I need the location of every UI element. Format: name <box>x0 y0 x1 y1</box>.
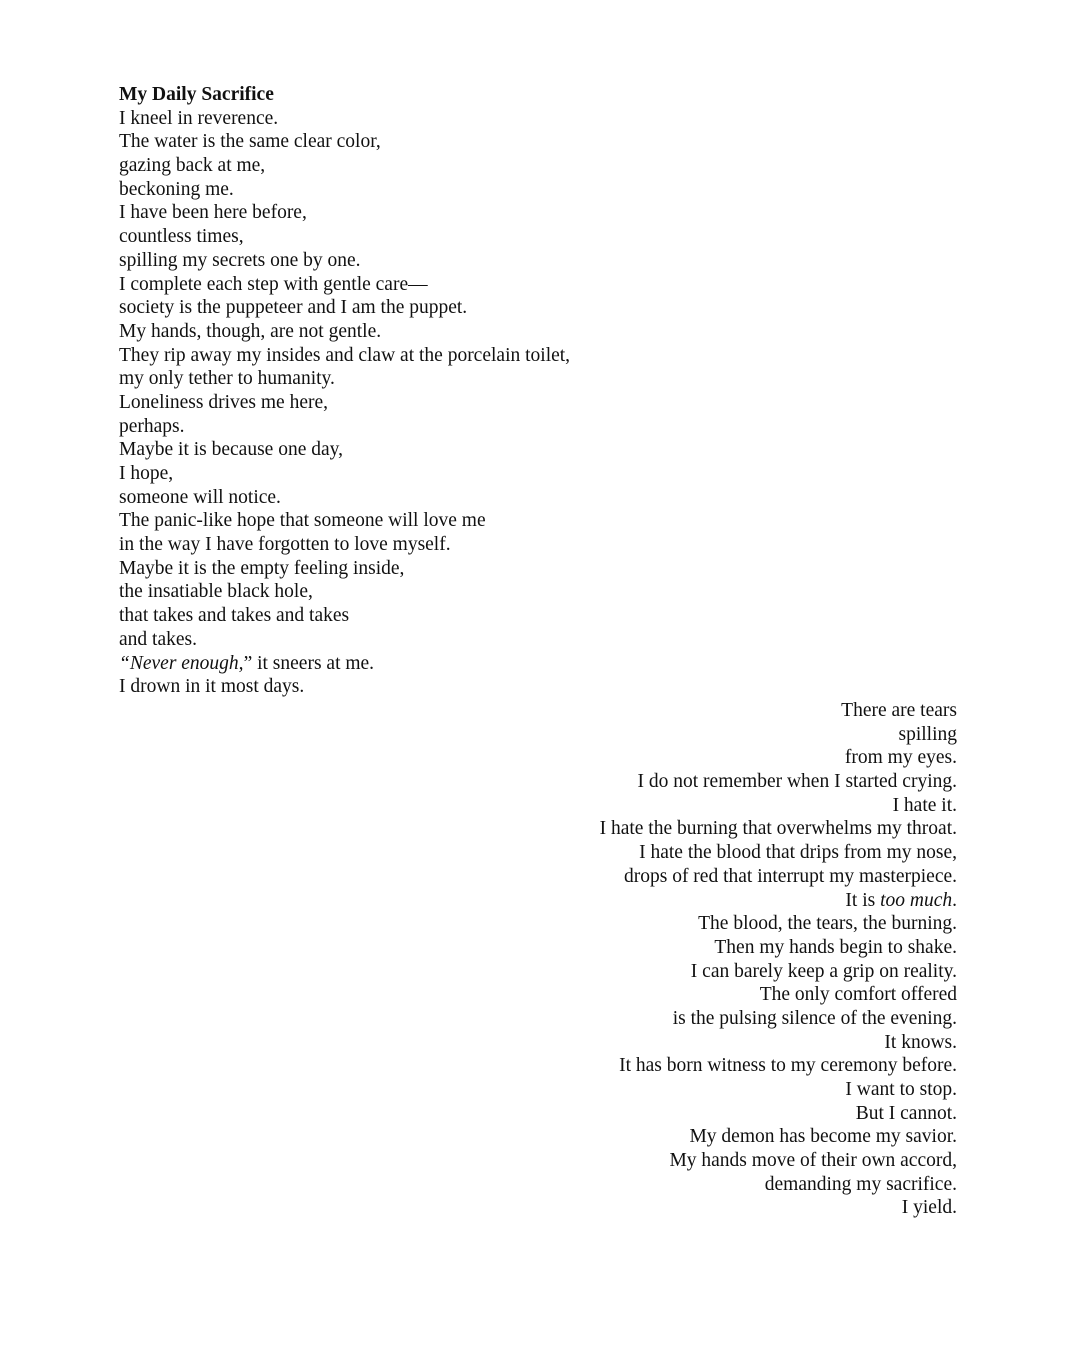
poem-line-text: I have been here before, <box>119 202 307 224</box>
poem-line <box>119 273 679 297</box>
poem-line-text: I kneel in reverence. <box>119 107 279 129</box>
poem-line <box>397 936 957 960</box>
poem-line-text: from my eyes. <box>844 747 957 769</box>
poem-line-text: and takes. <box>119 628 197 650</box>
poem-line <box>119 652 679 676</box>
poem-line <box>119 367 679 391</box>
poem-line-text: I yield. <box>901 1197 957 1219</box>
poem-line-text: I can barely keep a grip on reality. <box>690 960 957 982</box>
poem-line <box>397 770 957 794</box>
poem-line <box>397 746 957 770</box>
poem-line <box>397 1054 957 1078</box>
poem-line-text: is the pulsing silence of the evening. <box>672 1007 957 1029</box>
poem-line <box>397 1102 957 1126</box>
poem-line-text: the insatiable black hole, <box>119 581 313 603</box>
poem-line-text: demanding my sacrifice. <box>764 1173 957 1195</box>
poem-title: My Daily Sacrifice <box>119 84 274 105</box>
poem-line-text: someone will notice. <box>119 486 281 508</box>
poem-line-text: gazing back at me, <box>119 155 266 177</box>
poem-line-text: spilling my secrets one by one. <box>119 249 361 271</box>
poem-line <box>119 509 679 533</box>
poem-line <box>397 699 957 723</box>
poem-line-text: countless times, <box>119 226 244 248</box>
poem-line <box>397 1125 957 1149</box>
poem-line <box>119 462 679 486</box>
poem-line-text: ” it sneers at me. <box>243 652 375 674</box>
poem-line-text: spilling <box>898 723 957 745</box>
poem-line <box>119 415 679 439</box>
poem-line-text: The blood, the tears, the burning. <box>698 913 957 935</box>
poem-line <box>119 249 679 273</box>
poem-part-two <box>397 699 957 1220</box>
poem-line <box>119 438 679 462</box>
poem-line <box>119 201 679 225</box>
poem-line-text: They rip away my insides and claw at the porcelain toilet, <box>119 344 571 366</box>
poem-line <box>397 865 957 889</box>
poem-line-text: It knows. <box>884 1031 957 1053</box>
poem-line-text: beckoning me. <box>119 178 234 200</box>
poem-line-text: My hands move of their own accord, <box>669 1150 957 1172</box>
poem-line-text: I hate the burning that overwhelms my throat. <box>599 818 957 840</box>
poem-line <box>397 723 957 747</box>
poem-line <box>397 1031 957 1055</box>
poem-line-text: Loneliness drives me here, <box>119 391 329 413</box>
poem-line <box>119 344 679 368</box>
poem-line <box>119 320 679 344</box>
poem-line-emphasis: too much <box>880 889 953 911</box>
poem-line <box>119 107 679 131</box>
poem-line-text: Maybe it is because one day, <box>119 439 343 461</box>
poem-line <box>397 960 957 984</box>
poem-line <box>119 130 679 154</box>
poem-line-text: The water is the same clear color, <box>119 131 381 153</box>
poem-line-text: I complete each step with gentle care— <box>119 273 428 295</box>
poem-line <box>397 1173 957 1197</box>
poem-line-text: The only comfort offered <box>759 984 957 1006</box>
poem-line-text: The panic-like hope that someone will love me <box>119 510 486 532</box>
poem-line <box>397 817 957 841</box>
poem-line <box>119 675 679 699</box>
poem-line <box>397 1196 957 1220</box>
poem-line-text: . <box>952 889 957 911</box>
poem-line-text: My demon has become my savior. <box>689 1126 957 1148</box>
poem-line-text: I drown in it most days. <box>119 676 305 698</box>
poem-line-text: drops of red that interrupt my masterpiece. <box>623 865 957 887</box>
poem-line-emphasis: “Never enough, <box>119 652 244 674</box>
poem-line <box>397 1007 957 1031</box>
poem-line-text: perhaps. <box>119 415 185 437</box>
poem-line <box>119 486 679 510</box>
poem-line <box>397 983 957 1007</box>
poem-line-text: My hands, though, are not gentle. <box>119 320 382 342</box>
poem-line-text: I hate it. <box>892 794 957 816</box>
poem-line-text: society is the puppeteer and I am the puppet. <box>119 297 468 319</box>
poem-line-text: It has born witness to my ceremony before. <box>619 1055 957 1077</box>
poem-line-text: I want to stop. <box>845 1079 957 1100</box>
poem-part-two-lines <box>397 699 957 1220</box>
poem-part-one <box>119 83 679 699</box>
poem-line-text: I do not remember when I started crying. <box>637 771 957 793</box>
poem-line <box>119 628 679 652</box>
poem-line-text: But I cannot. <box>855 1102 957 1124</box>
poem-line <box>119 580 679 604</box>
poem-line <box>119 154 679 178</box>
poem-line-text: I hate the blood that drips from my nose, <box>639 842 957 864</box>
poem-line-text: in the way I have forgotten to love myself. <box>119 534 451 556</box>
poem-line <box>397 912 957 936</box>
poem-line-text: Maybe it is the empty feeling inside, <box>119 557 405 579</box>
poem-line <box>119 533 679 557</box>
poem-line-text: There are tears <box>841 700 957 721</box>
poem-line <box>397 1078 957 1102</box>
poem-line <box>119 604 679 628</box>
poem-line <box>119 178 679 202</box>
poem-line <box>119 557 679 581</box>
poem-line-text: It is <box>845 889 881 911</box>
poem-line-text: that takes and takes and takes <box>119 605 350 627</box>
poem-line-text: I hope, <box>119 463 174 484</box>
poem-line <box>119 225 679 249</box>
poem-line <box>397 1149 957 1173</box>
poem-part-one-lines <box>119 107 679 699</box>
poem-line <box>397 841 957 865</box>
poem-line <box>397 889 957 913</box>
poem-line <box>119 391 679 415</box>
poem-line-text: Then my hands begin to shake. <box>714 936 957 958</box>
poem-line-text: my only tether to humanity. <box>119 368 335 390</box>
poem-line <box>397 794 957 818</box>
poem-line <box>119 296 679 320</box>
